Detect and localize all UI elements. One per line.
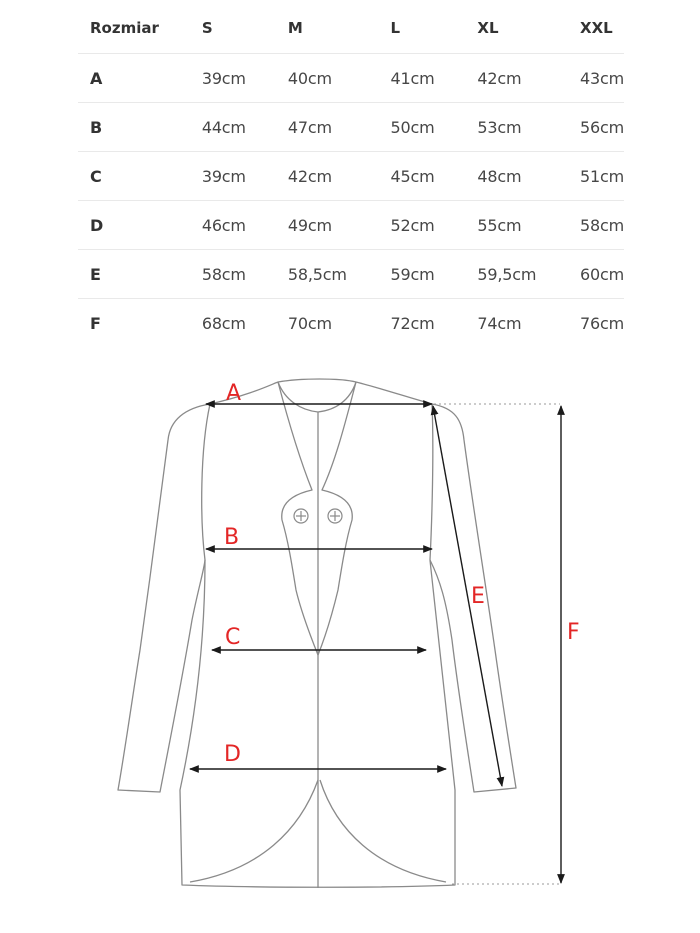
row-key-c: C	[78, 152, 190, 201]
label-a: A	[226, 381, 242, 406]
table-row	[78, 152, 624, 201]
left-lapel	[278, 382, 318, 655]
table-cell: 49cm	[276, 201, 379, 250]
table-cell: 53cm	[465, 103, 568, 152]
row-key-a: A	[78, 54, 190, 103]
table-cell: 48cm	[465, 152, 568, 201]
table-cell: 68cm	[201, 313, 246, 333]
row-key-d: D	[78, 201, 190, 250]
table-cell: 59cm	[379, 250, 466, 299]
left-sleeve-outline	[118, 404, 210, 792]
header-size-xl: XL	[465, 3, 568, 54]
header-size-xxl: XXL	[568, 3, 624, 54]
table-cell: 45cm	[379, 152, 466, 201]
table-cell: 47cm	[276, 103, 379, 152]
header-size-s: S	[190, 3, 276, 54]
label-c: C	[225, 625, 241, 650]
table-cell: 50cm	[379, 103, 466, 152]
table-cell: 72cm	[390, 313, 435, 333]
table-cell: 40cm	[276, 54, 379, 103]
table-cell: 46cm	[190, 201, 276, 250]
left-hem-curve	[190, 780, 318, 882]
header-size-m: M	[276, 3, 379, 54]
table-cell: 58,5cm	[276, 250, 379, 299]
table-cell: 76cm	[580, 313, 624, 333]
table-cell: 44cm	[190, 103, 276, 152]
label-b: B	[224, 525, 240, 550]
table-cell: 42cm	[276, 152, 379, 201]
label-f: F	[567, 620, 580, 645]
measurement-arrows	[190, 404, 561, 883]
table-cell: 58cm	[568, 201, 624, 250]
table-cell: 43cm	[568, 54, 624, 103]
header-size-l: L	[379, 3, 466, 54]
size-table	[78, 3, 624, 347]
table-row	[78, 250, 624, 299]
table-cell: 59,5cm	[465, 250, 568, 299]
row-key-f: F	[90, 313, 101, 333]
table-cell: 42cm	[465, 54, 568, 103]
table-cell: 52cm	[379, 201, 466, 250]
table-row	[78, 201, 624, 250]
label-d: D	[224, 742, 241, 767]
table-cell: 74cm	[477, 313, 522, 333]
row-key-b: B	[78, 103, 190, 152]
right-hem-curve	[320, 780, 446, 882]
table-row	[78, 54, 624, 103]
label-e: E	[471, 584, 485, 609]
table-cell: 60cm	[568, 250, 624, 299]
garment-collar-line	[278, 382, 356, 412]
right-lapel	[318, 382, 356, 655]
table-cell: 56cm	[568, 103, 624, 152]
table-cell: 39cm	[190, 152, 276, 201]
table-cell: 70cm	[287, 313, 332, 333]
table-row	[78, 103, 624, 152]
measurement-labels	[224, 381, 580, 767]
garment-collar-back	[210, 379, 432, 404]
table-cell: 41cm	[379, 54, 466, 103]
table-cell: 55cm	[465, 201, 568, 250]
garment-outline	[118, 379, 516, 888]
size-table-header-row	[78, 3, 624, 54]
garment-measurement-diagram	[0, 360, 700, 933]
button-icon	[328, 509, 342, 523]
row-key-e: E	[78, 250, 190, 299]
table-cell: 51cm	[568, 152, 624, 201]
table-cell: 58cm	[190, 250, 276, 299]
button-icon	[294, 509, 308, 523]
header-rozmiar: Rozmiar	[78, 3, 190, 54]
table-cell: 39cm	[190, 54, 276, 103]
table-row	[78, 299, 624, 348]
